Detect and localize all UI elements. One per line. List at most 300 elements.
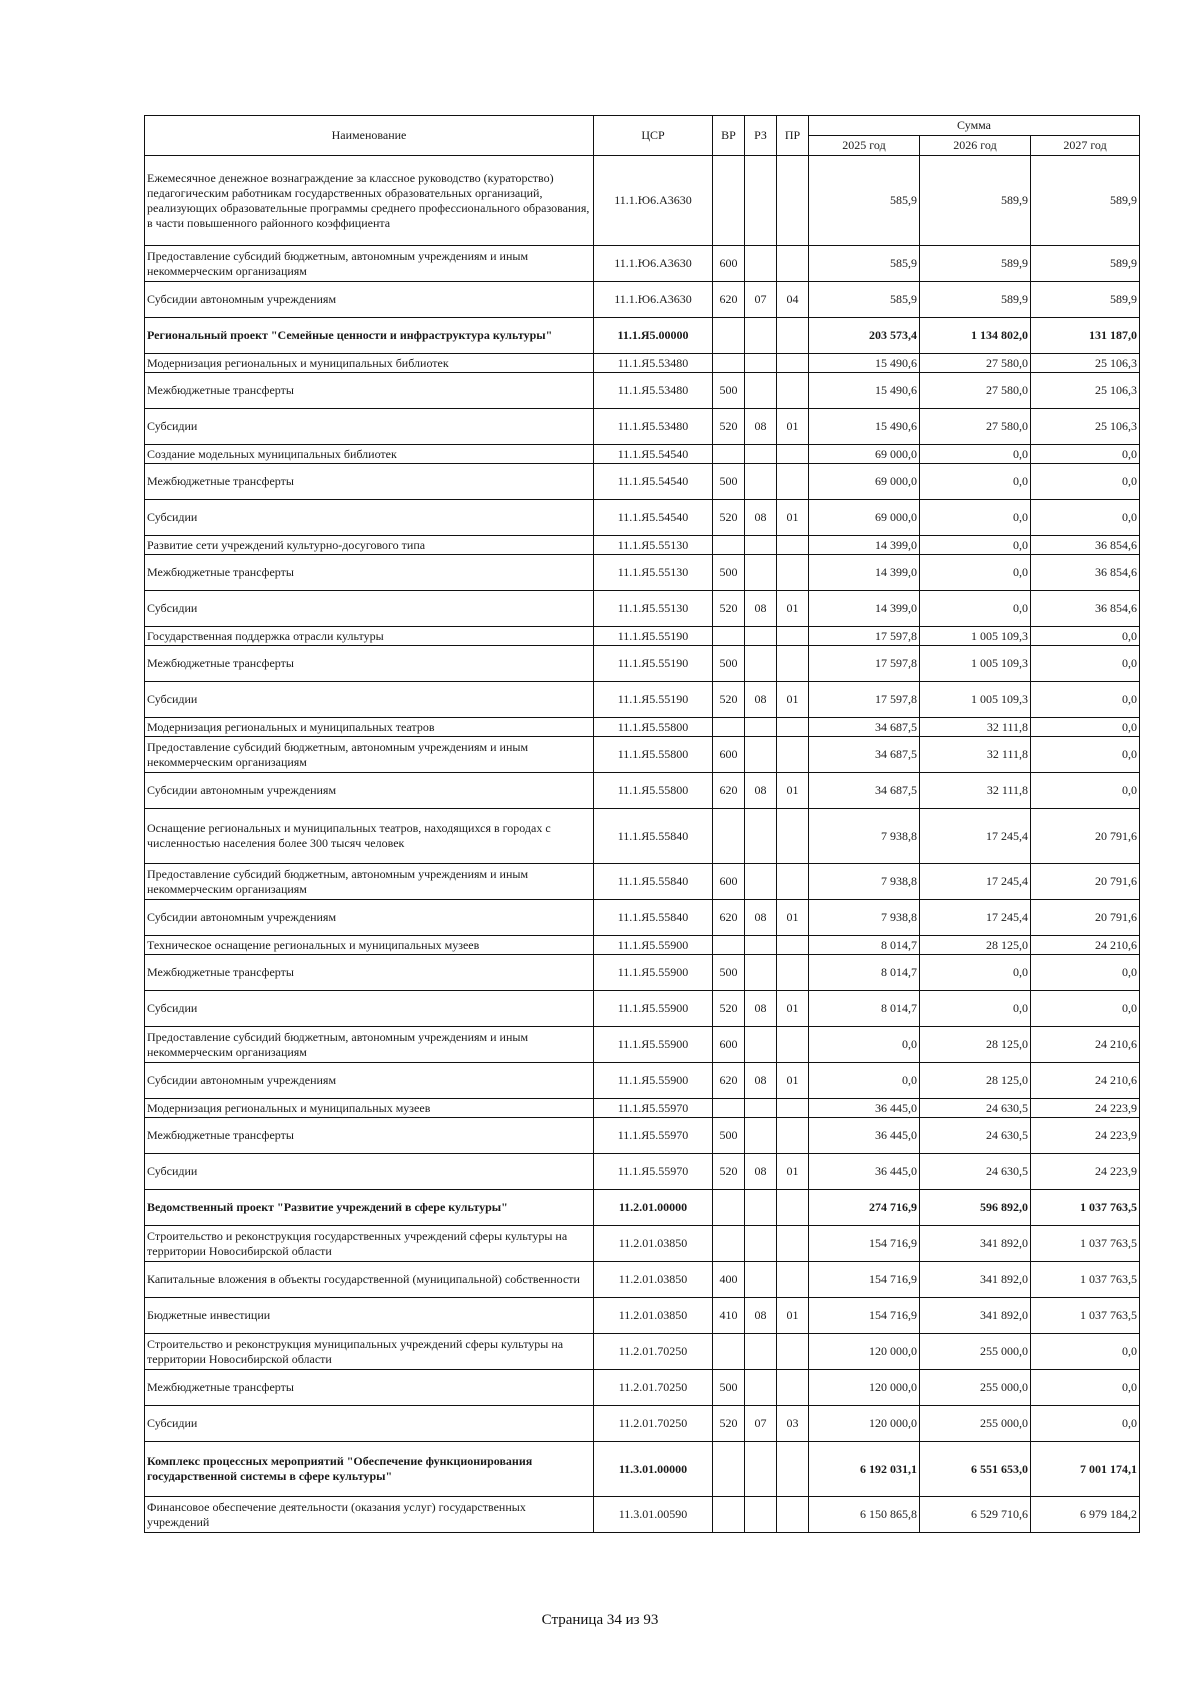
row-name: Субсидии: [145, 1154, 594, 1190]
row-name: Межбюджетные трансферты: [145, 1370, 594, 1406]
row-amount-2026: 341 892,0: [920, 1298, 1031, 1334]
row-pr: [777, 536, 809, 555]
row-amount-2027: 24 223,9: [1031, 1099, 1140, 1118]
row-pr: 04: [777, 282, 809, 318]
row-vr: [713, 536, 745, 555]
row-amount-2026: 589,9: [920, 246, 1031, 282]
row-csr: 11.1.Я5.54540: [594, 500, 713, 536]
row-name: Субсидии: [145, 682, 594, 718]
row-amount-2027: 0,0: [1031, 646, 1140, 682]
row-pr: [777, 1442, 809, 1497]
row-name: Строительство и реконструкция муниципальных учреждений сферы культуры на территории Новосибирской области: [145, 1334, 594, 1370]
row-pr: [777, 1262, 809, 1298]
page-number: Страница 34 из 93: [541, 1612, 659, 1628]
row-amount-2025: 17 597,8: [809, 627, 920, 646]
row-amount-2025: 120 000,0: [809, 1370, 920, 1406]
row-name: Межбюджетные трансферты: [145, 464, 594, 500]
row-amount-2025: 154 716,9: [809, 1262, 920, 1298]
row-amount-2026: 28 125,0: [920, 1027, 1031, 1063]
table-row: [145, 718, 1140, 737]
row-amount-2027: 131 187,0: [1031, 318, 1140, 354]
row-rz: [745, 1226, 777, 1262]
row-amount-2027: 36 854,6: [1031, 536, 1140, 555]
row-vr: 500: [713, 464, 745, 500]
row-pr: 03: [777, 1406, 809, 1442]
row-rz: [745, 318, 777, 354]
row-amount-2027: 36 854,6: [1031, 555, 1140, 591]
row-rz: [745, 955, 777, 991]
row-amount-2025: 69 000,0: [809, 500, 920, 536]
row-pr: [777, 246, 809, 282]
header-name: Наименование: [145, 116, 594, 156]
row-rz: [745, 1334, 777, 1370]
row-pr: [777, 936, 809, 955]
row-pr: [777, 354, 809, 373]
row-csr: 11.2.01.70250: [594, 1406, 713, 1442]
row-vr: 500: [713, 1370, 745, 1406]
row-amount-2025: 585,9: [809, 156, 920, 246]
row-amount-2026: 0,0: [920, 991, 1031, 1027]
table-row: [145, 864, 1140, 900]
row-name: Создание модельных муниципальных библиотек: [145, 445, 594, 464]
table-row: [145, 1118, 1140, 1154]
row-name: Региональный проект "Семейные ценности и инфраструктура культуры": [145, 318, 594, 354]
row-amount-2026: 32 111,8: [920, 737, 1031, 773]
row-amount-2027: 0,0: [1031, 991, 1140, 1027]
row-name: Субсидии автономным учреждениям: [145, 282, 594, 318]
row-amount-2027: 0,0: [1031, 737, 1140, 773]
row-rz: [745, 156, 777, 246]
row-csr: 11.1.Я5.55900: [594, 955, 713, 991]
row-csr: 11.1.Я5.53480: [594, 409, 713, 445]
row-csr: 11.1.Я5.54540: [594, 464, 713, 500]
row-csr: 11.1.Я5.55970: [594, 1118, 713, 1154]
row-amount-2027: 0,0: [1031, 682, 1140, 718]
row-amount-2027: 589,9: [1031, 246, 1140, 282]
row-pr: 01: [777, 1154, 809, 1190]
row-rz: 08: [745, 773, 777, 809]
table-body: [145, 156, 1140, 1533]
row-amount-2026: 0,0: [920, 591, 1031, 627]
row-amount-2026: 1 134 802,0: [920, 318, 1031, 354]
row-amount-2027: 24 223,9: [1031, 1154, 1140, 1190]
row-vr: [713, 354, 745, 373]
row-amount-2027: 20 791,6: [1031, 809, 1140, 864]
row-amount-2026: 24 630,5: [920, 1154, 1031, 1190]
row-amount-2026: 1 005 109,3: [920, 646, 1031, 682]
row-pr: 01: [777, 682, 809, 718]
row-name: Комплекс процессных мероприятий "Обеспечение функционирования государственной системы в сфере культуры": [145, 1442, 594, 1497]
row-rz: [745, 718, 777, 737]
row-csr: 11.1.Я5.53480: [594, 373, 713, 409]
row-pr: 01: [777, 773, 809, 809]
row-pr: [777, 555, 809, 591]
row-vr: [713, 318, 745, 354]
row-vr: [713, 1442, 745, 1497]
row-amount-2026: 341 892,0: [920, 1262, 1031, 1298]
header-csr: ЦСР: [594, 116, 713, 156]
row-vr: 600: [713, 1027, 745, 1063]
table-row: [145, 555, 1140, 591]
table-row: [145, 737, 1140, 773]
row-rz: 08: [745, 1063, 777, 1099]
row-pr: [777, 464, 809, 500]
row-name: Модернизация региональных и муниципальных музеев: [145, 1099, 594, 1118]
row-amount-2026: 596 892,0: [920, 1190, 1031, 1226]
row-rz: [745, 1497, 777, 1533]
row-name: Предоставление субсидий бюджетным, автономным учреждениям и иным некоммерческим организациям: [145, 737, 594, 773]
row-csr: 11.1.Я5.55840: [594, 864, 713, 900]
row-rz: [745, 555, 777, 591]
row-pr: [777, 718, 809, 737]
row-amount-2026: 24 630,5: [920, 1118, 1031, 1154]
budget-table: [144, 115, 1140, 1533]
row-amount-2026: 27 580,0: [920, 354, 1031, 373]
row-amount-2026: 27 580,0: [920, 373, 1031, 409]
row-amount-2026: 255 000,0: [920, 1406, 1031, 1442]
row-rz: 08: [745, 900, 777, 936]
row-vr: [713, 718, 745, 737]
row-amount-2025: 17 597,8: [809, 646, 920, 682]
row-amount-2025: 0,0: [809, 1027, 920, 1063]
row-pr: [777, 318, 809, 354]
row-vr: 520: [713, 500, 745, 536]
row-amount-2025: 8 014,7: [809, 936, 920, 955]
row-amount-2027: 0,0: [1031, 1334, 1140, 1370]
row-vr: 500: [713, 1118, 745, 1154]
row-rz: [745, 646, 777, 682]
table-row: [145, 900, 1140, 936]
row-csr: 11.1.Я5.55130: [594, 591, 713, 627]
row-name: Межбюджетные трансферты: [145, 555, 594, 591]
table-row: [145, 1442, 1140, 1497]
row-amount-2027: 589,9: [1031, 156, 1140, 246]
row-rz: [745, 809, 777, 864]
row-amount-2025: 34 687,5: [809, 773, 920, 809]
row-amount-2027: 24 210,6: [1031, 1063, 1140, 1099]
row-csr: 11.1.Я5.55900: [594, 936, 713, 955]
row-amount-2027: 6 979 184,2: [1031, 1497, 1140, 1533]
table-row: [145, 1370, 1140, 1406]
row-amount-2026: 1 005 109,3: [920, 627, 1031, 646]
table-row: [145, 536, 1140, 555]
row-amount-2025: 274 716,9: [809, 1190, 920, 1226]
row-vr: 520: [713, 409, 745, 445]
row-amount-2025: 0,0: [809, 1063, 920, 1099]
row-pr: 01: [777, 1063, 809, 1099]
row-name: Предоставление субсидий бюджетным, автономным учреждениям и иным некоммерческим организациям: [145, 864, 594, 900]
table-row: [145, 627, 1140, 646]
row-vr: 500: [713, 555, 745, 591]
row-pr: [777, 1190, 809, 1226]
row-name: Межбюджетные трансферты: [145, 373, 594, 409]
row-csr: 11.1.Я5.55800: [594, 737, 713, 773]
row-amount-2027: 24 210,6: [1031, 936, 1140, 955]
row-rz: [745, 627, 777, 646]
row-csr: 11.2.01.03850: [594, 1298, 713, 1334]
row-amount-2026: 6 551 653,0: [920, 1442, 1031, 1497]
row-amount-2026: 0,0: [920, 555, 1031, 591]
row-csr: 11.1.Ю6.А3630: [594, 156, 713, 246]
table-row: [145, 682, 1140, 718]
row-amount-2025: 14 399,0: [809, 536, 920, 555]
row-csr: 11.1.Я5.55130: [594, 536, 713, 555]
row-rz: 08: [745, 991, 777, 1027]
row-rz: [745, 1099, 777, 1118]
row-amount-2025: 7 938,8: [809, 864, 920, 900]
row-amount-2025: 34 687,5: [809, 718, 920, 737]
row-vr: [713, 936, 745, 955]
row-vr: 600: [713, 246, 745, 282]
row-vr: 520: [713, 682, 745, 718]
row-csr: 11.1.Я5.55970: [594, 1099, 713, 1118]
table-row: [145, 445, 1140, 464]
row-amount-2027: 24 223,9: [1031, 1118, 1140, 1154]
table-row: [145, 409, 1140, 445]
row-amount-2026: 27 580,0: [920, 409, 1031, 445]
row-rz: [745, 536, 777, 555]
row-vr: 400: [713, 1262, 745, 1298]
row-amount-2026: 0,0: [920, 536, 1031, 555]
row-pr: 01: [777, 991, 809, 1027]
row-csr: 11.1.Я5.55840: [594, 809, 713, 864]
header-year-2025: 2025 год: [809, 136, 920, 156]
table-row: [145, 646, 1140, 682]
table-row: [145, 373, 1140, 409]
row-rz: [745, 1262, 777, 1298]
row-amount-2027: 0,0: [1031, 1406, 1140, 1442]
row-name: Техническое оснащение региональных и муниципальных музеев: [145, 936, 594, 955]
row-amount-2025: 154 716,9: [809, 1298, 920, 1334]
row-pr: [777, 1099, 809, 1118]
row-vr: 620: [713, 1063, 745, 1099]
row-amount-2025: 15 490,6: [809, 354, 920, 373]
row-name: Субсидии: [145, 991, 594, 1027]
row-rz: 07: [745, 1406, 777, 1442]
row-amount-2025: 8 014,7: [809, 955, 920, 991]
row-vr: [713, 1226, 745, 1262]
table-row: [145, 282, 1140, 318]
header-sum: Сумма: [809, 116, 1140, 136]
row-amount-2026: 17 245,4: [920, 809, 1031, 864]
row-pr: [777, 1027, 809, 1063]
row-amount-2025: 15 490,6: [809, 409, 920, 445]
row-csr: 11.1.Я5.53480: [594, 354, 713, 373]
row-vr: [713, 1497, 745, 1533]
row-csr: 11.1.Ю6.А3630: [594, 282, 713, 318]
row-csr: 11.1.Я5.55800: [594, 718, 713, 737]
row-amount-2027: 25 106,3: [1031, 354, 1140, 373]
row-amount-2026: 341 892,0: [920, 1226, 1031, 1262]
table-row: [145, 1497, 1140, 1533]
row-rz: 08: [745, 500, 777, 536]
row-vr: 620: [713, 900, 745, 936]
row-vr: 500: [713, 373, 745, 409]
row-amount-2027: 0,0: [1031, 955, 1140, 991]
row-name: Развитие сети учреждений культурно-досугового типа: [145, 536, 594, 555]
row-csr: 11.2.01.70250: [594, 1370, 713, 1406]
row-name: Субсидии автономным учреждениям: [145, 900, 594, 936]
row-amount-2027: 0,0: [1031, 464, 1140, 500]
row-amount-2027: 0,0: [1031, 718, 1140, 737]
row-csr: 11.3.01.00000: [594, 1442, 713, 1497]
row-amount-2027: 1 037 763,5: [1031, 1298, 1140, 1334]
row-amount-2026: 24 630,5: [920, 1099, 1031, 1118]
row-amount-2025: 120 000,0: [809, 1334, 920, 1370]
row-rz: [745, 936, 777, 955]
row-vr: 600: [713, 864, 745, 900]
table-row: [145, 773, 1140, 809]
row-rz: [745, 737, 777, 773]
row-amount-2025: 7 938,8: [809, 809, 920, 864]
row-amount-2025: 15 490,6: [809, 373, 920, 409]
row-amount-2025: 7 938,8: [809, 900, 920, 936]
row-name: Субсидии: [145, 500, 594, 536]
row-amount-2026: 0,0: [920, 464, 1031, 500]
table-row: [145, 500, 1140, 536]
row-amount-2025: 585,9: [809, 282, 920, 318]
table-row: [145, 991, 1140, 1027]
row-pr: [777, 737, 809, 773]
table-row: [145, 955, 1140, 991]
row-vr: [713, 809, 745, 864]
row-rz: 08: [745, 1154, 777, 1190]
row-amount-2026: 28 125,0: [920, 1063, 1031, 1099]
row-pr: [777, 646, 809, 682]
row-amount-2025: 34 687,5: [809, 737, 920, 773]
row-pr: [777, 1370, 809, 1406]
table-row: [145, 591, 1140, 627]
row-pr: [777, 1226, 809, 1262]
row-name: Финансовое обеспечение деятельности (оказания услуг) государственных учреждений: [145, 1497, 594, 1533]
row-rz: [745, 246, 777, 282]
row-csr: 11.1.Я5.55190: [594, 682, 713, 718]
row-vr: [713, 627, 745, 646]
row-name: Субсидии автономным учреждениям: [145, 1063, 594, 1099]
row-rz: 08: [745, 409, 777, 445]
row-amount-2027: 36 854,6: [1031, 591, 1140, 627]
row-csr: 11.1.Я5.55900: [594, 1027, 713, 1063]
row-pr: [777, 1497, 809, 1533]
row-amount-2027: 0,0: [1031, 445, 1140, 464]
row-name: Ежемесячное денежное вознаграждение за классное руководство (кураторство) педагогическим работникам государственных образовательных организаций, реализующих образовательные программы среднего профессионального образования, в части повышенного районного коэффициента: [145, 156, 594, 246]
table-row: [145, 1190, 1140, 1226]
row-rz: [745, 1442, 777, 1497]
row-csr: 11.1.Я5.54540: [594, 445, 713, 464]
row-vr: 500: [713, 646, 745, 682]
row-pr: [777, 864, 809, 900]
row-rz: [745, 354, 777, 373]
table-row: [145, 1298, 1140, 1334]
row-name: Субсидии: [145, 1406, 594, 1442]
row-vr: [713, 1190, 745, 1226]
row-amount-2025: 14 399,0: [809, 591, 920, 627]
table-row: [145, 1063, 1140, 1099]
header-year-2027: 2027 год: [1031, 136, 1140, 156]
row-name: Модернизация региональных и муниципальных библиотек: [145, 354, 594, 373]
row-csr: 11.1.Я5.55840: [594, 900, 713, 936]
row-amount-2027: 589,9: [1031, 282, 1140, 318]
row-pr: [777, 627, 809, 646]
row-amount-2027: 0,0: [1031, 627, 1140, 646]
row-name: Государственная поддержка отрасли культуры: [145, 627, 594, 646]
row-vr: 410: [713, 1298, 745, 1334]
row-name: Субсидии автономным учреждениям: [145, 773, 594, 809]
row-csr: 11.2.01.70250: [594, 1334, 713, 1370]
row-pr: [777, 955, 809, 991]
row-amount-2027: 24 210,6: [1031, 1027, 1140, 1063]
table-row: [145, 1226, 1140, 1262]
row-vr: [713, 445, 745, 464]
row-amount-2026: 589,9: [920, 156, 1031, 246]
table-row: [145, 1154, 1140, 1190]
row-rz: 07: [745, 282, 777, 318]
row-vr: 500: [713, 955, 745, 991]
row-pr: 01: [777, 1298, 809, 1334]
row-csr: 11.3.01.00590: [594, 1497, 713, 1533]
row-csr: 11.1.Я5.55900: [594, 991, 713, 1027]
row-amount-2025: 120 000,0: [809, 1406, 920, 1442]
row-name: Капитальные вложения в объекты государственной (муниципальной) собственности: [145, 1262, 594, 1298]
row-name: Субсидии: [145, 591, 594, 627]
row-rz: 08: [745, 682, 777, 718]
row-name: Предоставление субсидий бюджетным, автономным учреждениям и иным некоммерческим организациям: [145, 1027, 594, 1063]
header-pr: ПР: [777, 116, 809, 156]
row-vr: 520: [713, 1406, 745, 1442]
header-year-2026: 2026 год: [920, 136, 1031, 156]
row-amount-2026: 589,9: [920, 282, 1031, 318]
row-name: Ведомственный проект "Развитие учреждений в сфере культуры": [145, 1190, 594, 1226]
row-pr: [777, 809, 809, 864]
header-vr: ВР: [713, 116, 745, 156]
row-rz: [745, 464, 777, 500]
row-rz: [745, 864, 777, 900]
row-rz: [745, 1190, 777, 1226]
row-amount-2026: 17 245,4: [920, 900, 1031, 936]
table-row: [145, 1027, 1140, 1063]
row-pr: [777, 1118, 809, 1154]
table-row: [145, 246, 1140, 282]
row-amount-2027: 1 037 763,5: [1031, 1226, 1140, 1262]
row-pr: [777, 373, 809, 409]
table-row: [145, 1262, 1140, 1298]
row-amount-2026: 28 125,0: [920, 936, 1031, 955]
row-amount-2026: 0,0: [920, 445, 1031, 464]
row-amount-2027: 25 106,3: [1031, 373, 1140, 409]
table-row: [145, 464, 1140, 500]
row-csr: 11.1.Я5.55900: [594, 1063, 713, 1099]
row-rz: [745, 1370, 777, 1406]
row-amount-2026: 6 529 710,6: [920, 1497, 1031, 1533]
table-row: [145, 1334, 1140, 1370]
row-amount-2026: 32 111,8: [920, 718, 1031, 737]
row-pr: [777, 1334, 809, 1370]
row-amount-2025: 585,9: [809, 246, 920, 282]
row-amount-2027: 0,0: [1031, 500, 1140, 536]
row-amount-2027: 20 791,6: [1031, 900, 1140, 936]
row-name: Модернизация региональных и муниципальных театров: [145, 718, 594, 737]
row-amount-2025: 36 445,0: [809, 1154, 920, 1190]
row-amount-2025: 69 000,0: [809, 464, 920, 500]
row-amount-2026: 1 005 109,3: [920, 682, 1031, 718]
row-name: Межбюджетные трансферты: [145, 1118, 594, 1154]
row-pr: 01: [777, 900, 809, 936]
row-rz: [745, 1118, 777, 1154]
row-rz: [745, 373, 777, 409]
row-vr: [713, 1334, 745, 1370]
table-row: [145, 1406, 1140, 1442]
row-csr: 11.1.Я5.55190: [594, 627, 713, 646]
